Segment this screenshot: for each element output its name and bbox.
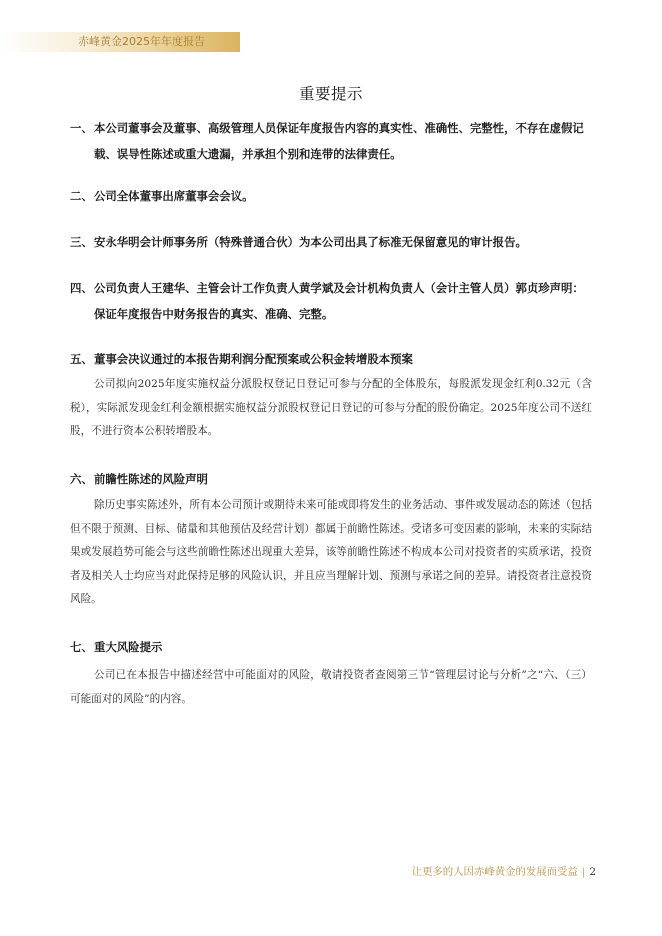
item-text-line-2: 载、误导性陈述或重大遗漏，并承担个别和连带的法律责任。: [94, 147, 402, 161]
item-text-line-1: 安永华明会计师事务所（特殊普通合伙）为本公司出具了标准无保留意见的审计报告。: [94, 235, 527, 249]
item-text-line-1: 前瞻性陈述的风险声明: [94, 472, 208, 486]
page-footer: [412, 863, 596, 878]
item-number: 一、: [70, 121, 93, 135]
item-text-line-1: 重大风险提示: [94, 640, 163, 654]
item-number: 七、: [70, 640, 93, 654]
item-number: 五、: [70, 352, 93, 366]
item-number: 二、: [70, 189, 93, 203]
dividend-paragraph: 公司拟向2025年度实施权益分派股权登记日登记可参与分配的全体股东，每股派发现金红利0.32元（含税），实际派发现金红利金额根据实施权益分派股权登记日登记的可参与分配的股份确定。2025年度公司不送红股，不进行资本公积转增股本。: [70, 378, 592, 437]
notice-item-3: [70, 229, 598, 255]
major-risk-paragraph: 公司已在本报告中描述经营中可能面对的风险，敬请投资者查阅第三节“管理层讨论与分析”之“六、（三）可能面对的风险”的内容。: [70, 669, 592, 705]
notice-item-5: [70, 346, 598, 372]
item-number: 三、: [70, 235, 93, 249]
item-text-line-1: 本公司董事会及董事、高级管理人员保证年度报告内容的真实性、准确性、完整性，不存在虚假记: [94, 121, 584, 135]
notice-item-2: [70, 183, 598, 209]
forward-looking-paragraph: 除历史事实陈述外，所有本公司预计或期待未来可能或即将发生的业务活动、事件或发展动态的陈述（包括但不限于预测、目标、储量和其他预估及经营计划）都属于前瞻性陈述。受诸多可变因素的影响，未来的实际结果或发展趋势可能会与这些前瞻性陈述出现重大差异，该等前瞻性陈述不构成本公司对投资者的实质承诺，投资者及相关人士均应当对此保持足够的风险认识，并且应当理解计划、预测与承诺之间的差异。请投资者注意投资风险。: [70, 499, 592, 605]
notice-item-6: [70, 466, 598, 492]
notice-item-1: [70, 115, 598, 167]
item-text-line-1: 公司负责人王建华、主管会计工作负责人黄学斌及会计机构负责人（会计主管人员）郭贞珍声明：: [94, 281, 584, 295]
report-header-title: 赤峰黄金2025年年度报告: [78, 35, 205, 48]
notice-item-7: [70, 634, 598, 660]
item-text-line-2: 保证年度报告中财务报告的真实、准确、完整。: [94, 307, 334, 321]
item-number: 四、: [70, 281, 93, 295]
item-number: 六、: [70, 472, 93, 486]
footer-separator: |: [581, 866, 586, 878]
item-text-line-1: 公司全体董事出席董事会会议。: [94, 189, 254, 203]
item-text-line-1: 董事会决议通过的本报告期利润分配预案或公积金转增股本预案: [94, 352, 413, 366]
page-title: 重要提示: [298, 85, 363, 103]
page-number: 2: [589, 866, 596, 878]
footer-slogan: 让更多的人因赤峰黄金的发展而受益: [411, 866, 578, 878]
notice-item-4: [70, 275, 598, 327]
